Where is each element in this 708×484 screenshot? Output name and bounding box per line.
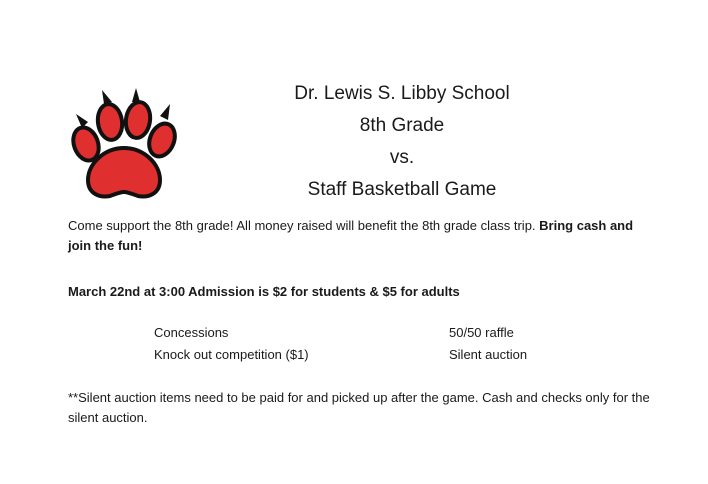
- activities-left-list: [154, 322, 414, 366]
- intro-text: Come support the 8th grade! All money raised will benefit the 8th grade class trip.: [68, 218, 540, 233]
- toe-2: [96, 103, 125, 142]
- list-item: Silent auction: [449, 347, 528, 362]
- paw-print-icon: [68, 88, 180, 200]
- activities-right-list: [449, 322, 649, 366]
- date-admission-line: March 22nd at 3:00 Admission is $2 for students & $5 for adults: [68, 284, 460, 299]
- school-name: Dr. Lewis S. Libby School: [294, 83, 510, 104]
- list-item: Knock out competition ($1): [154, 347, 309, 362]
- claw-3: [132, 88, 140, 102]
- list-item: Concessions: [154, 325, 229, 340]
- claw-4: [160, 104, 170, 120]
- intro-paragraph: [68, 216, 658, 256]
- grade-title: 8th Grade: [359, 115, 445, 136]
- list-item: 50/50 raffle: [449, 325, 514, 340]
- title-block: [272, 78, 532, 206]
- main-pad: [88, 148, 160, 196]
- claw-2: [102, 90, 112, 104]
- toe-3: [124, 101, 153, 140]
- event-title: Staff Basketball Game: [307, 179, 497, 200]
- auction-note: **Silent auction items need to be paid for and picked up after the game. Cash and checks only for the silent auction.: [68, 390, 650, 425]
- intro-bold-text: Bring cash and join the fun!: [68, 218, 634, 253]
- versus-text: vs.: [389, 147, 415, 168]
